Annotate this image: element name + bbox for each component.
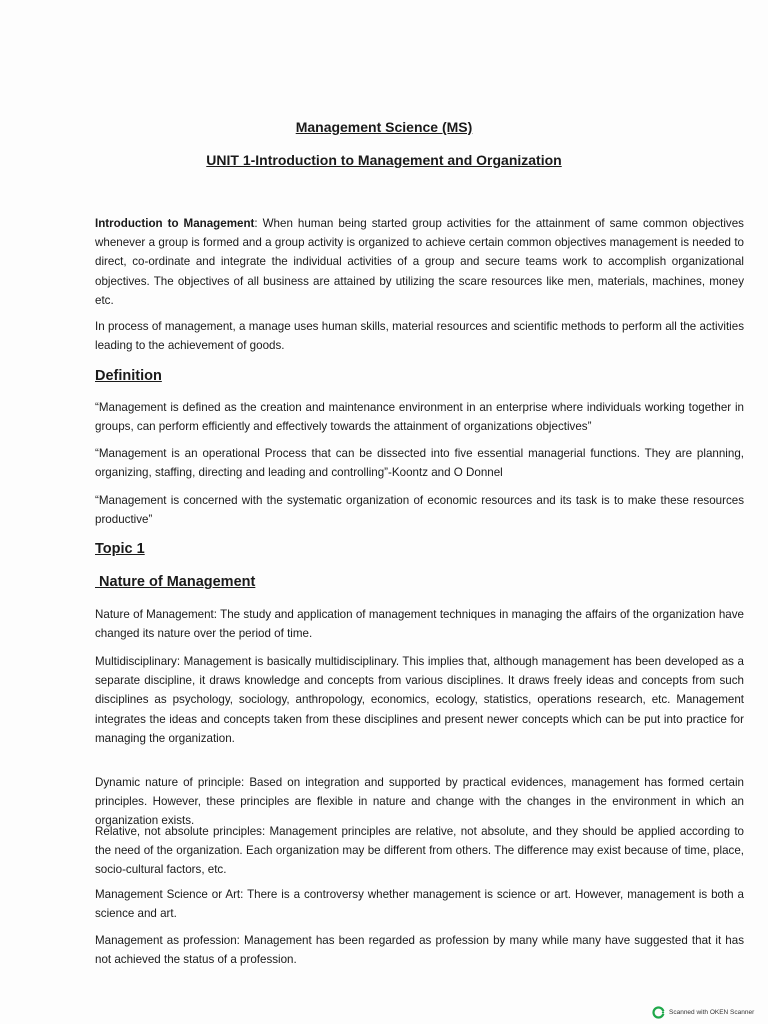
oken-scanner-icon — [652, 1006, 665, 1019]
definition-quote: “Management is an operational Process that can be dissected into five essential managerial functions. They are planning, organizing, staffing, directing and leading and controlling”-Koontz and O Donnel — [95, 447, 744, 480]
topic-paragraph: Multidisciplinary: Management is basically multidisciplinary. This implies that, although management has been developed as a separate discipline, it draws knowledge and concepts from various disciplines. It draws freely ideas and concepts from such disciplines as psychology, sociology, anthropology, economics, ecology, statistics, operations research, etc. Management integrates the ideas and concepts taken from these disciplines and present newer concepts which can be put into practice for managing the organization. — [95, 655, 744, 745]
intro-lead: Introduction to Management — [95, 217, 255, 230]
intro-paragraph — [95, 214, 744, 310]
topic-paragraph: Relative, not absolute principles: Management principles are relative, not absolute, and they should be applied according to the need of the organization. Each organization may be different from others. The difference may exist because of time, place, socio-cultural factors, etc. — [95, 825, 744, 877]
topic-paragraph: Management as profession: Management has been regarded as profession by many while many have suggested that it has not achieved the status of a profession. — [95, 934, 744, 967]
document-title: Management Science (MS) — [295, 119, 473, 135]
topic-paragraph: Dynamic nature of principle: Based on integration and supported by practical evidences, management has formed certain principles. However, these principles are flexible in nature and change with the changes in the environment in which an organization exists. — [95, 776, 744, 828]
definition-quote: “Management is concerned with the systematic organization of economic resources and its task is to make these resources productive” — [95, 494, 744, 527]
topic-heading: Nature of Management — [95, 574, 256, 590]
definition-heading: Definition — [95, 368, 162, 384]
scanner-watermark — [652, 1005, 754, 1019]
definition-quote: “Management is defined as the creation and maintenance environment in an enterprise where individuals working together in groups, can perform efficiently and effectively towards the attainment of organizations objectives” — [95, 401, 744, 434]
unit-title: UNIT 1-Introduction to Management and Organization — [206, 152, 562, 168]
topic-label: Topic 1 — [95, 541, 145, 557]
scanner-text: Scanned with OKEN Scanner — [669, 1008, 755, 1016]
intro-text: : When human being started group activities for the attainment of same common objectives whenever a group is formed and a group activity is organized to achieve certain common objectives management is needed to direct, co-ordinate and integrate the individual activities of a group and secure teams work to accomplish organizational objectives. The objectives of all business are attained by utilizing the scare resources like men, materials, machines, money etc. — [95, 217, 744, 307]
topic-paragraph: Management Science or Art: There is a controversy whether management is science or art. However, management is both a science and art. — [95, 888, 744, 921]
topic-paragraph: Nature of Management: The study and application of management techniques in managing the affairs of the organization have changed its nature over the period of time. — [95, 608, 744, 641]
process-paragraph: In process of management, a manage uses human skills, material resources and scientific methods to perform all the activities leading to the achievement of goods. — [95, 320, 744, 353]
